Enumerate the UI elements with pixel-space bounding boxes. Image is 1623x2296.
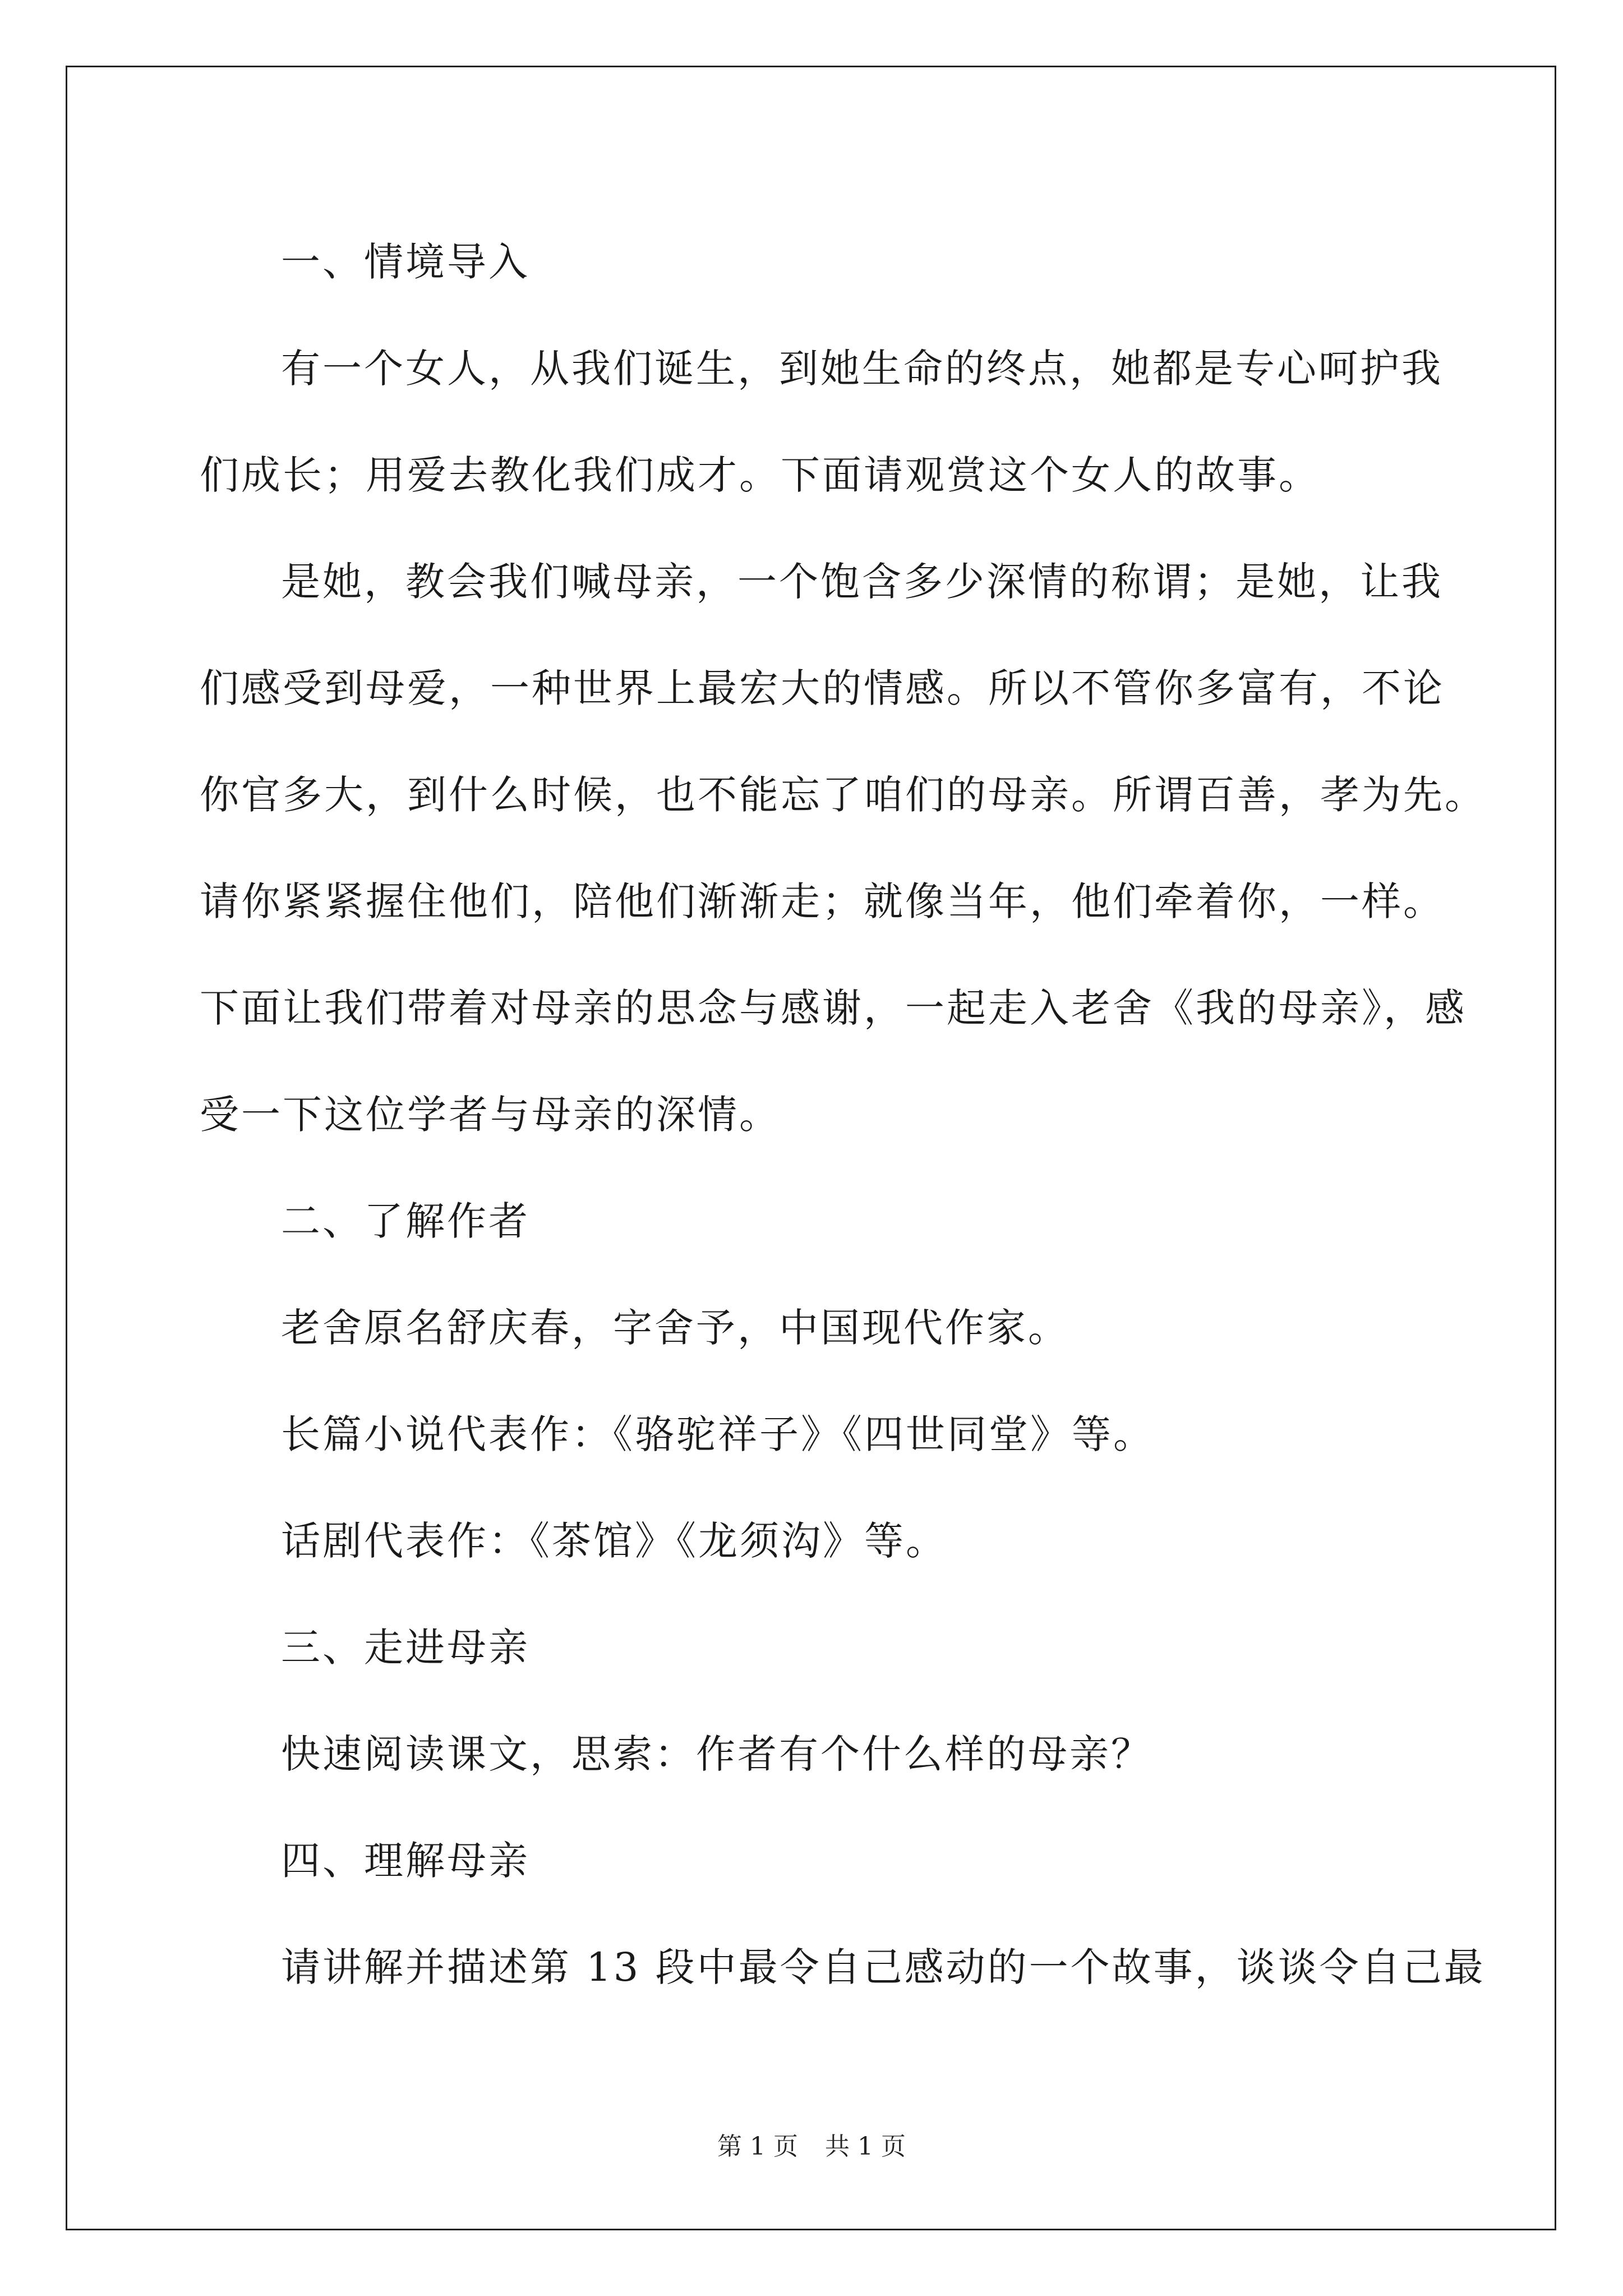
document-body (200, 209, 1486, 2021)
paragraph-line: 下面让我们带着对母亲的思念与感谢，一起走入老舍《我的母亲》，感 (200, 985, 1467, 1031)
section-heading-1: 一、情境导入 (281, 239, 530, 285)
page-number-total: 共 1 页 (825, 2132, 906, 2161)
paragraph-line: 老舍原名舒庆春，字舍予，中国现代作家。 (281, 1305, 1069, 1351)
paragraph-line: 快速阅读课文，思索：作者有个什么样的母亲？ (281, 1731, 1152, 1777)
section-heading-2: 二、了解作者 (281, 1198, 530, 1244)
paragraph-line: 们成长；用爱去教化我们成才。下面请观赏这个女人的故事。 (200, 452, 1320, 498)
paragraph-line: 受一下这位学者与母亲的深情。 (200, 1092, 781, 1138)
paragraph-line: 有一个女人，从我们诞生，到她生命的终点，她都是专心呵护我 (281, 346, 1443, 392)
section-heading-4: 四、理解母亲 (281, 1838, 530, 1884)
paragraph-line: 们感受到母爱，一种世界上最宏大的情感。所以不管你多富有，不论 (200, 665, 1445, 711)
paragraph-line: 请你紧紧握住他们，陪他们渐渐走；就像当年，他们牵着你，一样。 (200, 878, 1445, 924)
paragraph-line: 长篇小说代表作：《骆驼祥子》《四世同堂》等。 (281, 1411, 1155, 1457)
paragraph-line: 请讲解并描述第 13 段中最令自己感动的一个故事，谈谈令自己最 (281, 1944, 1486, 1990)
paragraph-line: 是她，教会我们喊母亲，一个饱含多少深情的称谓；是她，让我 (281, 559, 1443, 605)
paragraph-line: 你官多大，到什么时候，也不能忘了咱们的母亲。所谓百善，孝为先。 (200, 772, 1486, 818)
page-footer (0, 2126, 1623, 2162)
section-heading-3: 三、走进母亲 (281, 1625, 530, 1671)
page-number-current: 第 1 页 (717, 2132, 798, 2161)
paragraph-line: 话剧代表作：《茶馆》《龙须沟》等。 (281, 1518, 947, 1564)
